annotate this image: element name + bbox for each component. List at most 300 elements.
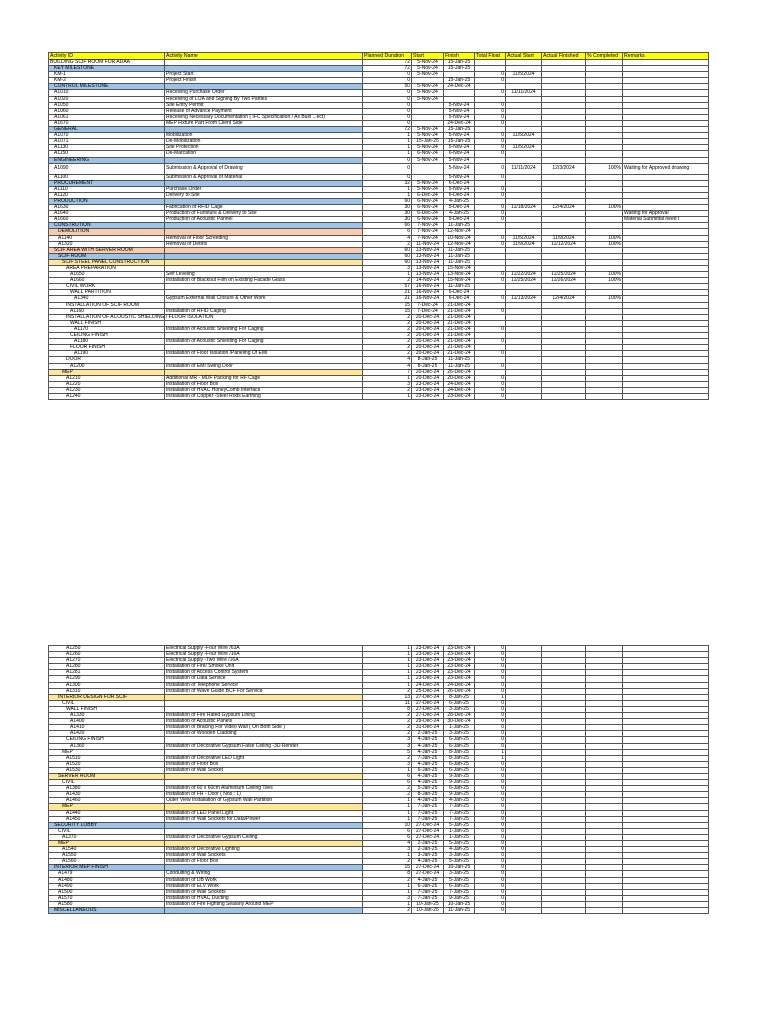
cell-total-float: 0 (475, 205, 506, 211)
cell-start: 29-Dec-24 (412, 719, 444, 725)
cell-activity-id: SCIF STEEL PANEL CONSTRUCTION (49, 259, 165, 265)
cell-activity-id: A1479 (49, 871, 165, 877)
cell-start: 8-Jan-25 (412, 357, 444, 363)
cell-actual-finished: 12/3/2024 (542, 163, 586, 174)
cell-start: 23-Dec-24 (412, 664, 444, 670)
cell-finish: 1-Jan-25 (444, 834, 475, 840)
cell-start: 4-Jan-25 (412, 859, 444, 865)
cell-planned-duration: 2 (363, 351, 412, 357)
cell-planned-duration: 1 (363, 139, 412, 145)
cell-activity-name: Installation of Wall Sockets for Data/Power (165, 816, 363, 822)
cell-start: 7-Jan-25 (412, 816, 444, 822)
cell-total-float: 0 (475, 719, 506, 725)
cell-total-float: 0 (475, 326, 506, 332)
cell-activity-id: A1320 (49, 241, 165, 247)
cell-planned-duration: 2 (363, 719, 412, 725)
cell-total-float: 0 (475, 798, 506, 804)
cell-start: 6-Nov-24 (412, 205, 444, 211)
cell-total-float: 1 (475, 749, 506, 755)
cell-activity-id: A1061 (49, 114, 165, 120)
header-total-float: Total Float (475, 53, 506, 60)
cell-activity-id: A1630 (49, 205, 165, 211)
cell-start: 4-Jan-25 (412, 780, 444, 786)
cell-activity-id: A1650 (49, 272, 165, 278)
cell-start: 6-Nov-24 (412, 198, 444, 204)
cell-finish: 9-Jan-25 (444, 773, 475, 779)
cell-activity-id: A1580 (49, 901, 165, 907)
cell-activity-id: A1460 (49, 798, 165, 804)
cell-planned-duration: 3 (363, 743, 412, 749)
cell-planned-duration: 6 (363, 773, 412, 779)
cell-start: 5-Nov-24 (412, 157, 444, 163)
cell-activity-name: Installation of ELV Work (165, 883, 363, 889)
cell-activity-name: Installation of Telephone Service (165, 682, 363, 688)
cell-activity-id: A1071 (49, 139, 165, 145)
cell-activity-name: Installation of Fire Rated Gypsum Lining (165, 713, 363, 719)
cell-planned-duration: 72 (363, 60, 412, 66)
cell-activity-id: PROCUREMENT (49, 180, 165, 186)
cell-percent-completed: 100% (586, 278, 623, 284)
cell-finish: 23-Dec-24 (444, 646, 475, 652)
cell-total-float: 0 (475, 841, 506, 847)
cell-finish: 28-Dec-24 (444, 713, 475, 719)
cell-total-float: 0 (475, 725, 506, 731)
cell-total-float: 0 (475, 658, 506, 664)
cell-percent-completed: 100% (586, 205, 623, 211)
header-row (49, 53, 709, 60)
cell-activity-id: A1060 (49, 108, 165, 114)
cell-total-float: 0 (475, 761, 506, 767)
cell-finish: 6-Jan-25 (444, 743, 475, 749)
cell-start: 23-Dec-24 (412, 676, 444, 682)
cell-finish: 21-Dec-24 (444, 339, 475, 345)
cell-activity-name: Installation of DB Work (165, 877, 363, 883)
cell-total-float: 0 (475, 652, 506, 658)
cell-total-float: 0 (475, 743, 506, 749)
cell-actual-finished: 11/26/2024 (542, 278, 586, 284)
cell-total-float: 0 (475, 375, 506, 381)
cell-remarks (623, 908, 709, 914)
cell-planned-duration: 0 (363, 102, 412, 108)
cell-start: 11-Nov-24 (412, 241, 444, 247)
cell-start: 27-Dec-24 (412, 822, 444, 828)
cell-planned-duration: 1 (363, 767, 412, 773)
cell-activity-name: Installation of Decorative LED Light (165, 755, 363, 761)
cell-activity-id: FLOOR FINISH (49, 345, 165, 351)
cell-activity-name: Mobilization (165, 133, 363, 139)
cell-finish: 5-Nov-24 (444, 186, 475, 192)
cell-total-float: 0 (475, 731, 506, 737)
cell-planned-duration: 50 (363, 84, 412, 90)
cell-actual-start: 11/11/2024 (506, 163, 542, 174)
cell-planned-duration: 1 (363, 664, 412, 670)
cell-finish: 8-Jan-25 (444, 694, 475, 700)
cell-planned-duration: 1 (363, 670, 412, 676)
cell-planned-duration: 2 (363, 314, 412, 320)
cell-planned-duration: 0 (363, 157, 412, 163)
cell-finish: 8-Jan-25 (444, 755, 475, 761)
cell-planned-duration: 72 (363, 66, 412, 72)
cell-activity-id: MEP (49, 369, 165, 375)
cell-planned-duration: 3 (363, 761, 412, 767)
cell-planned-duration: 0 (363, 72, 412, 78)
cell-planned-duration: 4 (363, 841, 412, 847)
cell-total-float: 0 (475, 810, 506, 816)
cell-finish: 3-Jan-25 (444, 853, 475, 859)
cell-activity-id: CEILING FINISH (49, 333, 165, 339)
cell-start: 27-Dec-24 (412, 694, 444, 700)
cell-start: 5-Nov-24 (412, 84, 444, 90)
cell-activity-name: Installation of Blackout Film on Existing Facade Glass (165, 278, 363, 284)
cell-start: 6-Nov-24 (412, 151, 444, 157)
cell-start: 20-Dec-24 (412, 339, 444, 345)
cell-activity-id: A1530 (49, 767, 165, 773)
cell-finish: 11-Jan-25 (444, 284, 475, 290)
cell-start: 24-Dec-24 (412, 682, 444, 688)
cell-total-float: 0 (475, 883, 506, 889)
cell-finish: 21-Dec-24 (444, 320, 475, 326)
cell-planned-duration: 1 (363, 272, 412, 278)
cell-planned-duration: 2 (363, 241, 412, 247)
cell-activity-id: INTERIOR MEP FINISH (49, 865, 165, 871)
cell-finish: 5-Dec-24 (444, 217, 475, 223)
cell-start: 27-Dec-24 (412, 713, 444, 719)
cell-total-float: 0 (475, 278, 506, 284)
cell-finish: 7-Jan-25 (444, 816, 475, 822)
cell-finish: 6-Jan-25 (444, 767, 475, 773)
cell-finish: 4-Jan-25 (444, 798, 475, 804)
cell-activity-name: Submission & Approval of Drawing (165, 163, 363, 174)
cell-actual-start: 11/25/2024 (506, 278, 542, 284)
cell-activity-name: Electrical Supply -Four Wire /63A (165, 646, 363, 652)
cell-total-float: 0 (475, 308, 506, 314)
cell-finish: 24-Dec-24 (444, 387, 475, 393)
cell-planned-duration: 21 (363, 296, 412, 302)
cell-activity-id: INSTALLATION OF SCIF ROOM (49, 302, 165, 308)
cell-finish: 6-Jan-25 (444, 786, 475, 792)
cell-start: 7-Dec-24 (412, 302, 444, 308)
cell-planned-duration: 2 (363, 688, 412, 694)
cell-activity-id: A1090 (49, 163, 165, 174)
cell-activity-id: A1340 (49, 296, 165, 302)
cell-activity-id: A1190 (49, 351, 165, 357)
cell-total-float: 0 (475, 217, 506, 223)
cell-activity-name: Self Leveling (165, 272, 363, 278)
cell-activity-id: CEILING FINISH (49, 737, 165, 743)
cell-actual-finished: 11/12/2024 (542, 241, 586, 247)
cell-actual-start: 11/5/2024 (506, 133, 542, 139)
cell-total-float: 0 (475, 859, 506, 865)
cell-activity-id: A1270 (49, 658, 165, 664)
cell-start: 3-Jan-25 (412, 853, 444, 859)
cell-activity-id: KEY MILESTONE (49, 66, 165, 72)
cell-planned-duration: 3 (363, 266, 412, 272)
cell-planned-duration: 1 (363, 658, 412, 664)
cell-start: 27-Dec-24 (412, 700, 444, 706)
cell-finish: 11-Jan-25 (444, 908, 475, 914)
cell-planned-duration: 8 (363, 871, 412, 877)
cell-activity-id: A1500 (49, 889, 165, 895)
cell-total-float: 0 (475, 773, 506, 779)
cell-activity-name: Gypsum External Wall Closure & Other Work (165, 296, 363, 302)
cell-start: 6-Dec-24 (412, 192, 444, 198)
table-row (49, 908, 709, 914)
cell-planned-duration: 21 (363, 290, 412, 296)
cell-activity-id: A1420 (49, 731, 165, 737)
cell-total-float: 0 (475, 235, 506, 241)
cell-finish: 15-Jan-25 (444, 78, 475, 84)
table-row (49, 393, 709, 399)
header-activity-name: Activity Name (165, 53, 363, 60)
cell-activity-id: CONTROL MILESTONE (49, 84, 165, 90)
cell-actual-start: 11/18/2024 (506, 205, 542, 211)
header-start: Start (412, 53, 444, 60)
cell-finish: 24-Dec-24 (444, 84, 475, 90)
schedule-table-page-1 (48, 52, 708, 400)
cell-activity-id: A1310 (49, 688, 165, 694)
cell-activity-id: CIVIL WORK (49, 284, 165, 290)
cell-total-float: 0 (475, 90, 506, 96)
cell-finish: 5-Jan-25 (444, 841, 475, 847)
cell-planned-duration: 2 (363, 333, 412, 339)
cell-finish: 10-Jan-25 (444, 901, 475, 907)
cell-planned-duration: 0 (363, 90, 412, 96)
cell-planned-duration: 2 (363, 731, 412, 737)
cell-start: 23-Dec-24 (412, 646, 444, 652)
cell-activity-id: A1560 (49, 859, 165, 865)
cell-planned-duration: 15 (363, 302, 412, 308)
cell-activity-id: A1140 (49, 235, 165, 241)
cell-activity-name: Installation of Wall Sockets (165, 889, 363, 895)
cell-start: 4-Jan-25 (412, 761, 444, 767)
cell-activity-id: A1250 (49, 646, 165, 652)
cell-activity-name: Installation of Wave Guide BCF For Service (165, 688, 363, 694)
cell-activity-name: Site Protection (165, 145, 363, 151)
cell-planned-duration: 1 (363, 853, 412, 859)
cell-finish: 5-Nov-24 (444, 145, 475, 151)
cell-percent-completed: 100% (586, 272, 623, 278)
cell-planned-duration: 4 (363, 235, 412, 241)
cell-planned-duration: 2 (363, 859, 412, 865)
cell-start: 23-Dec-24 (412, 381, 444, 387)
cell-start: 5-Nov-24 (412, 66, 444, 72)
cell-planned-duration: 4 (363, 363, 412, 369)
cell-activity-id: SECURITY LOBBY (49, 822, 165, 828)
cell-start: 7-Jan-25 (412, 810, 444, 816)
cell-start: 20-Dec-24 (412, 351, 444, 357)
cell-activity-name: Installation of Decorative Gypsum False Ceiling -3D Render (165, 743, 363, 749)
cell-finish: 11-Jan-25 (444, 247, 475, 253)
cell-remarks: Material Submittal need t (623, 217, 709, 223)
cell-finish: 26-Dec-24 (444, 369, 475, 375)
cell-activity-name: Installation of Floor Box (165, 761, 363, 767)
cell-activity-name: MEP Fixture Part From Client Side (165, 120, 363, 126)
cell-planned-duration: 2 (363, 278, 412, 284)
cell-finish: 4-Jan-25 (444, 211, 475, 217)
cell-finish: 11-Jan-25 (444, 223, 475, 229)
cell-finish: 26-Dec-24 (444, 688, 475, 694)
cell-activity-name: Removal of Debris (165, 241, 363, 247)
cell-activity-name: Installation of HVAC HoneyComb Interface (165, 387, 363, 393)
cell-activity-name: Installation of Fire Fighting Sealany Around MEP (165, 901, 363, 907)
cell-activity-id: CIVIL (49, 700, 165, 706)
cell-actual-finished: 12/4/2024 (542, 205, 586, 211)
cell-activity-name: Site Entry Permit (165, 102, 363, 108)
cell-planned-duration: 57 (363, 284, 412, 290)
cell-finish: 15-Jan-25 (444, 139, 475, 145)
cell-activity-name: Installation of Floor Box (165, 859, 363, 865)
cell-start: 10-Jan-25 (412, 901, 444, 907)
cell-total-float: 0 (475, 908, 506, 914)
cell-start: 25-Dec-24 (412, 688, 444, 694)
cell-start: 7-Dec-24 (412, 308, 444, 314)
cell-activity-name: Receiving Purchase Order (165, 90, 363, 96)
cell-start: 2-Jan-25 (412, 847, 444, 853)
cell-activity-name: Outer View Installation of Gypsum Wall Partition (165, 798, 363, 804)
cell-finish: 6-Dec-24 (444, 180, 475, 186)
cell-finish: 23-Dec-24 (444, 393, 475, 399)
cell-activity-name: Project Start (165, 72, 363, 78)
cell-start: 8-Jan-25 (412, 792, 444, 798)
cell-activity-name: Installation of Wall Sockets (165, 853, 363, 859)
cell-percent-completed (586, 908, 623, 914)
cell-total-float: 0 (475, 895, 506, 901)
cell-activity-name: Installation of FR - Door ( Nos : 1) (165, 792, 363, 798)
cell-start: 27-Dec-24 (412, 834, 444, 840)
cell-total-float: 0 (475, 120, 506, 126)
cell-actual-finished (542, 393, 586, 399)
cell-total-float: 0 (475, 272, 506, 278)
cell-activity-id: DEMOLITION (49, 229, 165, 235)
cell-actual-finished (542, 908, 586, 914)
cell-activity-id: DOOR (49, 357, 165, 363)
cell-planned-duration: 2 (363, 326, 412, 332)
cell-start: 4-Jan-25 (412, 737, 444, 743)
cell-planned-duration: 10 (363, 822, 412, 828)
cell-total-float: 0 (475, 393, 506, 399)
cell-activity-id: A1280 (49, 664, 165, 670)
cell-total-float: 0 (475, 296, 506, 302)
cell-total-float: 0 (475, 688, 506, 694)
cell-percent-completed: 100% (586, 296, 623, 302)
cell-start: 13-Nov-24 (412, 247, 444, 253)
cell-planned-duration: 15 (363, 865, 412, 871)
cell-start: 20-Dec-24 (412, 333, 444, 339)
cell-activity-name: Installation of Bracing For Video Wall ( On Both Side ) (165, 725, 363, 731)
cell-activity-name: Installation of Decorative Lighting (165, 847, 363, 853)
cell-planned-duration: 3 (363, 895, 412, 901)
cell-start: 20-Dec-24 (412, 375, 444, 381)
cell-actual-start: 11/5/2024 (506, 235, 542, 241)
cell-finish: 11-Jan-25 (444, 259, 475, 265)
cell-remarks (623, 393, 709, 399)
cell-planned-duration: 1 (363, 646, 412, 652)
header-activity-id: Activity ID (49, 53, 165, 60)
cell-planned-duration: 0 (363, 78, 412, 84)
cell-start: 7-Nov-24 (412, 229, 444, 235)
cell-activity-id: A1290 (49, 676, 165, 682)
cell-activity-id: A1660 (49, 278, 165, 284)
cell-planned-duration: 60 (363, 253, 412, 259)
cell-total-float: 0 (475, 816, 506, 822)
cell-start: 7-Jan-25 (412, 804, 444, 810)
cell-activity-name: Installation of LED Panel Light (165, 810, 363, 816)
cell-start: 5-Nov-24 (412, 96, 444, 102)
cell-activity-id: A1410 (49, 725, 165, 731)
cell-finish: 23-Dec-24 (444, 676, 475, 682)
cell-percent-completed: 100% (586, 163, 623, 174)
cell-start: 4-Jan-25 (412, 877, 444, 883)
cell-planned-duration: 1 (363, 652, 412, 658)
cell-activity-id: A1281 (49, 670, 165, 676)
cell-finish: 21-Dec-24 (444, 326, 475, 332)
cell-activity-id: A1070 (49, 133, 165, 139)
cell-activity-name: Additional MR - MDF Packing for RF Cage (165, 375, 363, 381)
cell-activity-name: Installation of Copper -Steel Rods Earthing (165, 393, 363, 399)
cell-finish: 6-Jan-25 (444, 883, 475, 889)
cell-total-float: 0 (475, 211, 506, 217)
cell-start: 7-Jan-25 (412, 889, 444, 895)
cell-total-float: 0 (475, 901, 506, 907)
cell-planned-duration: 6 (363, 834, 412, 840)
cell-start: 6-Nov-24 (412, 217, 444, 223)
cell-finish: 5-Nov-24 (444, 174, 475, 180)
cell-planned-duration: 11 (363, 700, 412, 706)
cell-finish: 6-Nov-24 (444, 151, 475, 157)
cell-start: 13-Nov-24 (412, 272, 444, 278)
cell-finish: 10-Nov-24 (444, 235, 475, 241)
cell-activity-id: WALL FINISH (49, 706, 165, 712)
cell-start: 6-Dec-24 (412, 211, 444, 217)
cell-finish: 11-Jan-25 (444, 363, 475, 369)
cell-activity-name: Production of Acoustic Pannel (165, 217, 363, 223)
cell-total-float: 0 (475, 339, 506, 345)
cell-start: 15-Jan-25 (412, 139, 444, 145)
cell-remarks: Waiting for Approval (623, 211, 709, 217)
cell-activity-id: GENERAL (49, 127, 165, 133)
cell-finish: 11-Jan-25 (444, 357, 475, 363)
cell-planned-duration: 7 (363, 369, 412, 375)
cell-start: 7-Jan-25 (412, 755, 444, 761)
cell-finish: 15-Jan-25 (444, 127, 475, 133)
cell-start: 27-Dec-24 (412, 871, 444, 877)
cell-start: 13-Nov-24 (412, 259, 444, 265)
cell-start: 8-Jan-25 (412, 363, 444, 369)
cell-remarks: Waiting for Approved drawing (623, 163, 709, 174)
cell-total-float: 0 (475, 822, 506, 828)
cell-finish: 9-Jan-25 (444, 895, 475, 901)
cell-finish: 7-Jan-25 (444, 810, 475, 816)
cell-activity-name: Installation of Floor Isolation /Paneling Of EMI (165, 351, 363, 357)
cell-finish: 9-Jan-25 (444, 780, 475, 786)
schedule-table-page-2 (48, 645, 708, 914)
cell-activity-id: KM-1 (49, 72, 165, 78)
cell-finish: 5-Jan-25 (444, 877, 475, 883)
cell-start: 2-Jan-25 (412, 841, 444, 847)
cell-activity-name: Installation of Wall Socket (165, 767, 363, 773)
cell-activity-id: A1150 (49, 151, 165, 157)
cell-planned-duration: 1 (363, 901, 412, 907)
cell-total-float: 0 (475, 871, 506, 877)
cell-activity-name: Installation of RFID Caging (165, 308, 363, 314)
cell-activity-id: MEP (49, 749, 165, 755)
cell-activity-id: A1670 (49, 120, 165, 126)
cell-finish: 21-Dec-24 (444, 345, 475, 351)
cell-actual-start: 11/5/2024 (506, 145, 542, 151)
cell-start: 5-Nov-24 (412, 127, 444, 133)
cell-planned-duration: 5 (363, 749, 412, 755)
cell-finish: 24-Dec-24 (444, 682, 475, 688)
